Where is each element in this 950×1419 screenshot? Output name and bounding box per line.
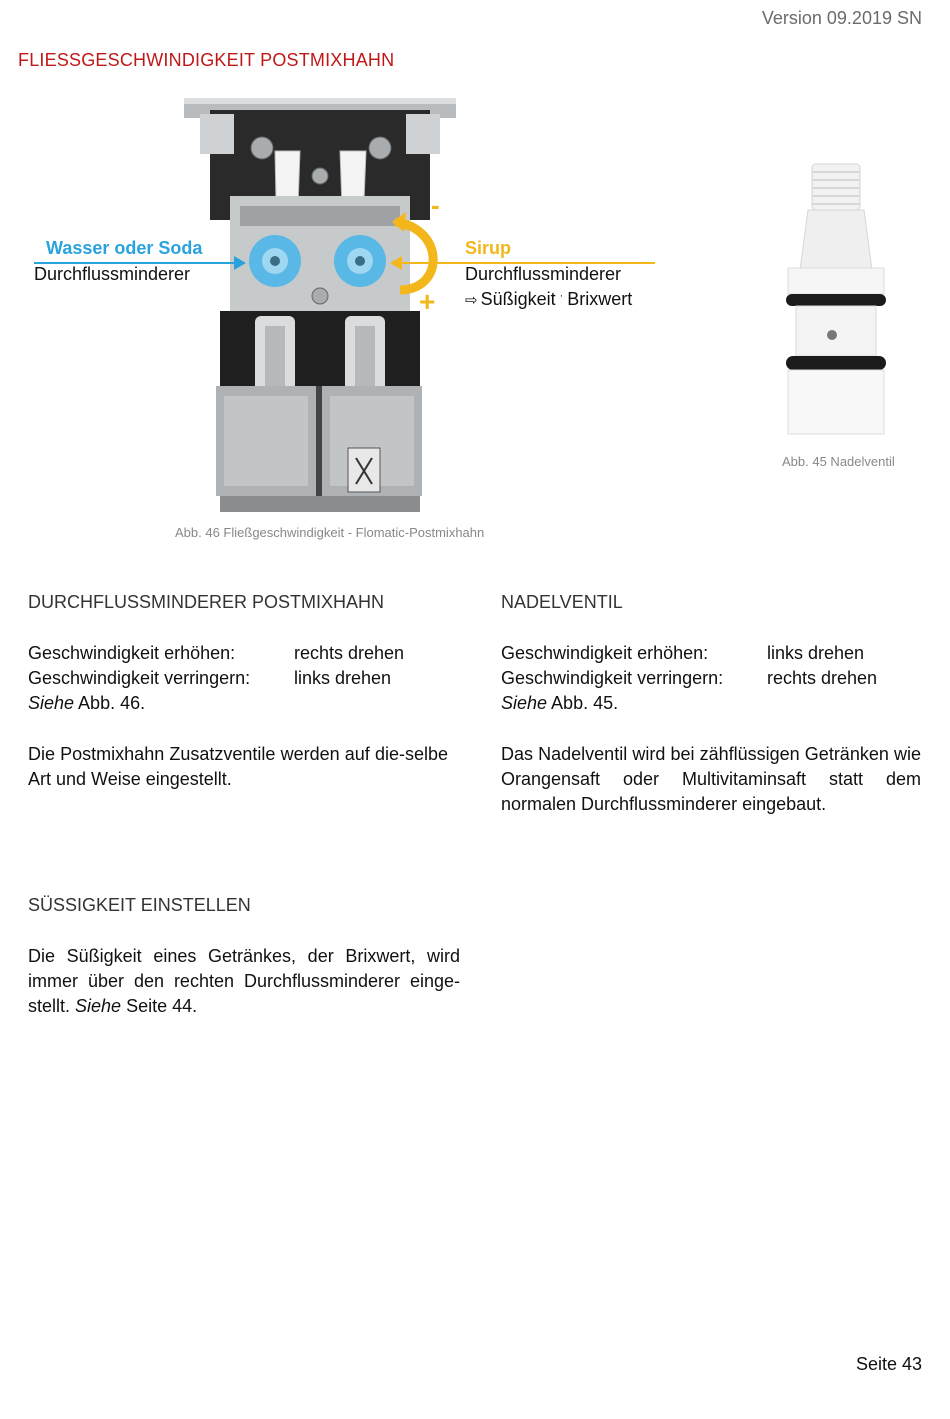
right-see-ref: Abb. 45. [547, 693, 619, 713]
right-row2-key: Geschwindigkeit verringern: [501, 668, 724, 688]
left-see-ref: Abb. 46. [74, 693, 146, 713]
sweet-see-word: Siehe [75, 996, 122, 1016]
brix-label [465, 289, 632, 310]
brix-label-b: Brixwert [567, 289, 633, 309]
water-label: Wasser oder Soda [46, 238, 203, 258]
sweet-heading: SÜSSIGKEIT EINSTELLEN [28, 895, 251, 915]
needle-valve-image [782, 160, 890, 440]
left-restrictor-label: Durchflussminderer [34, 264, 191, 284]
plus-symbol: + [419, 286, 436, 317]
minus-symbol: - [431, 190, 440, 220]
postmix-valve-image [180, 96, 460, 516]
right-see-word: Siehe [501, 693, 548, 713]
left-see-word: Siehe [28, 693, 75, 713]
left-paragraph: Die Postmixhahn Zusatzventile werden auf die-selbe Art und Weise eingestellt. [28, 744, 448, 789]
right-heading: NADELVENTIL [501, 592, 623, 612]
figure-45-caption: Abb. 45 Nadelventil [782, 454, 895, 469]
right-row1-key: Geschwindigkeit erhöhen: [501, 643, 709, 663]
right-settings [501, 641, 921, 716]
syrup-label: Sirup [465, 238, 512, 258]
dot-separator-icon: · [559, 290, 564, 302]
sweet-paragraph-block [28, 944, 460, 1019]
sweet-see-ref: Seite 44. [121, 996, 198, 1016]
sweet-paragraph: Die Süßigkeit eines Getränkes, der Brixwert, wird immer über den rechten Durchflussminderer einge-stellt. [28, 946, 460, 1016]
brix-label-a: Süßigkeit [480, 289, 556, 309]
right-restrictor-label: Durchflussminderer [465, 264, 622, 284]
right-row1-value: links drehen [767, 643, 865, 663]
page-number: Seite 43 [855, 1354, 922, 1374]
left-settings [28, 641, 468, 716]
left-row2-value: links drehen [294, 668, 392, 688]
figure-46-caption: Abb. 46 Fließgeschwindigkeit - Flomatic-Postmixhahn [175, 525, 485, 540]
right-paragraph: Das Nadelventil wird bei zähflüssigen Getränken wie Orangensaft oder Multivitaminsaft statt dem normalen Durchflussminderer eingebaut. [501, 744, 921, 814]
left-row2-key: Geschwindigkeit verringern: [28, 668, 251, 688]
left-row1-value: rechts drehen [294, 643, 405, 663]
arrow-right-icon: ⇨ [465, 292, 478, 309]
left-row1-key: Geschwindigkeit erhöhen: [28, 643, 236, 663]
right-row2-value: rechts drehen [767, 668, 878, 688]
left-heading: DURCHFLUSSMINDERER POSTMIXHAHN [28, 592, 385, 612]
page-title: FLIESSGESCHWINDIGKEIT POSTMIXHAHN [18, 50, 395, 70]
version-label: Version 09.2019 SN [761, 8, 922, 28]
